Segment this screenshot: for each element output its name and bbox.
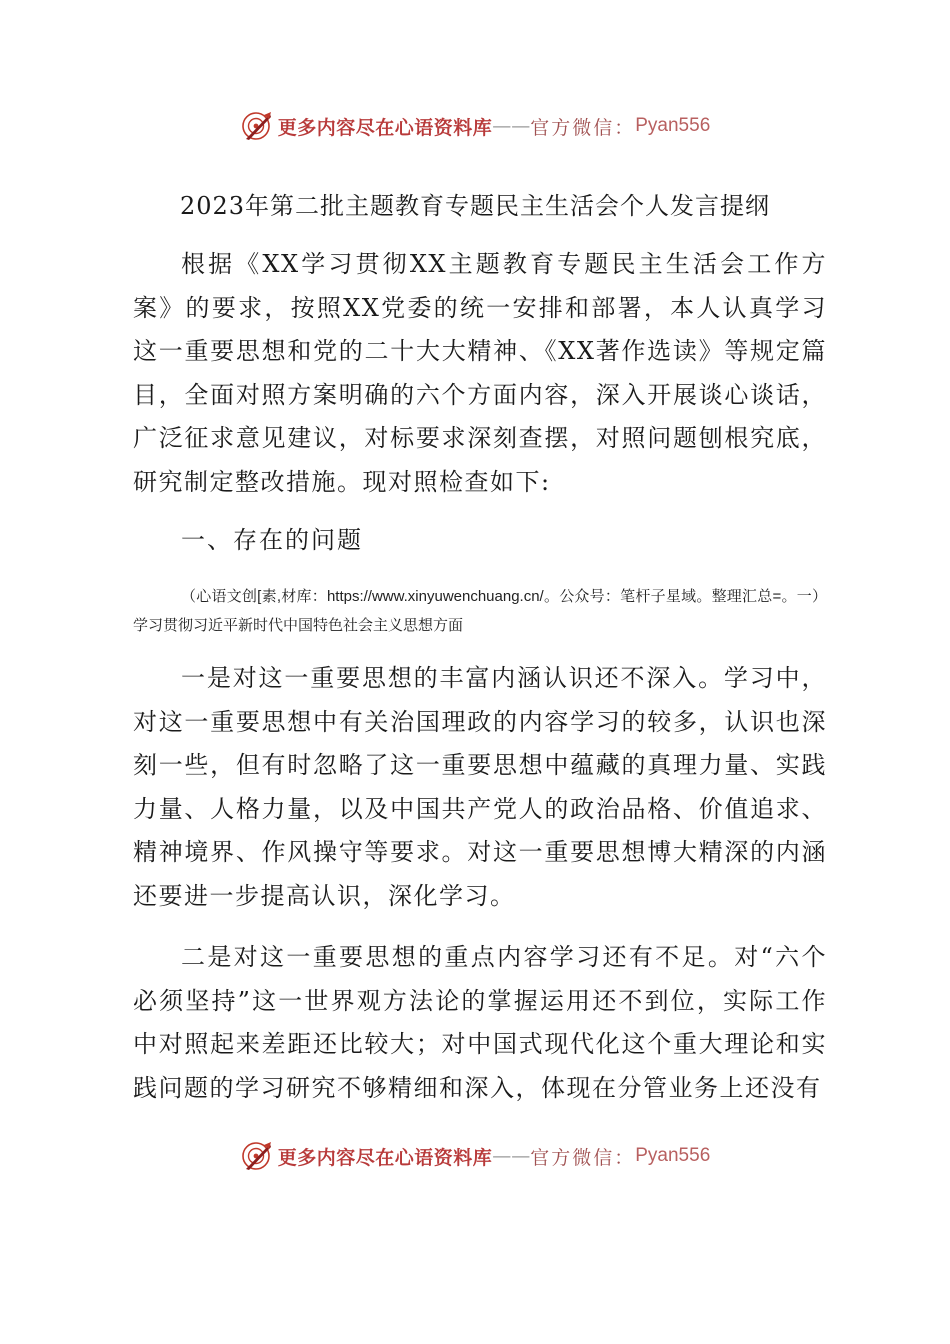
banner-wechat-id: Pyan556 (635, 1145, 711, 1166)
section-heading: 一、存在的问题 (181, 526, 363, 554)
banner-separator: —— (492, 1145, 531, 1167)
watermark-banner-bottom (0, 1136, 950, 1176)
document-title: 2023年第二批主题教育专题民主生活会个人发言提纲 (179, 192, 771, 220)
point-two-paragraph: 二是对这一重要思想的重点内容学习还有不足。对“六个必须坚持”这一世界观方法论的掌握运用还不到位，实际工作中对照起来差距还比较大；对中国式现代化这个重大理论和实践问题的学习研究不够精细和深入，体现在分管业务上还没有 (133, 943, 827, 1102)
banner-brand-text: 更多内容尽在心语资料库 (277, 116, 493, 139)
quill-logo-icon (240, 1139, 274, 1173)
banner-wechat-id: Pyan556 (635, 115, 711, 136)
watermark-banner-top (0, 106, 950, 146)
intro-paragraph: 根据《XX学习贯彻XX主题教育专题民主生活会工作方案》的要求，按照XX党委的统一安排和部署，本人认真学习这一重要思想和党的二十大大精神、《XX著作选读》等规定篇目，全面对照方案明确的六个方面内容，深入开展谈心谈话，广泛征求意见建议，对标要求深刻查摆，对照问题刨根究底，研究制定整改措施。现对照检查如下: (133, 250, 827, 496)
banner-wechat-label: 官方微信： (530, 116, 636, 139)
source-note: （心语文创[素,材库：https://www.xinyuwenchuang.cn/。公众号：笔杆子星域。整理汇总=。一）学习贯彻习近平新时代中国特色社会主义思想方面 (133, 588, 827, 634)
point-one-paragraph: 一是对这一重要思想的丰富内涵认识还不深入。学习中，对这一重要思想中有关治国理政的内容学习的较多，认识也深刻一些，但有时忽略了这一重要思想中蕴藏的真理力量、实践力量、人格力量，以及中国共产党人的政治品格、价值追求、精神境界、作风操守等要求。对这一重要思想博大精深的内涵还要进一步提高认识，深化学习。 (133, 664, 827, 910)
banner-wechat-label: 官方微信： (530, 1146, 636, 1169)
banner-brand-text: 更多内容尽在心语资料库 (277, 1146, 493, 1169)
banner-separator: —— (492, 115, 531, 137)
quill-logo-icon (240, 109, 274, 143)
